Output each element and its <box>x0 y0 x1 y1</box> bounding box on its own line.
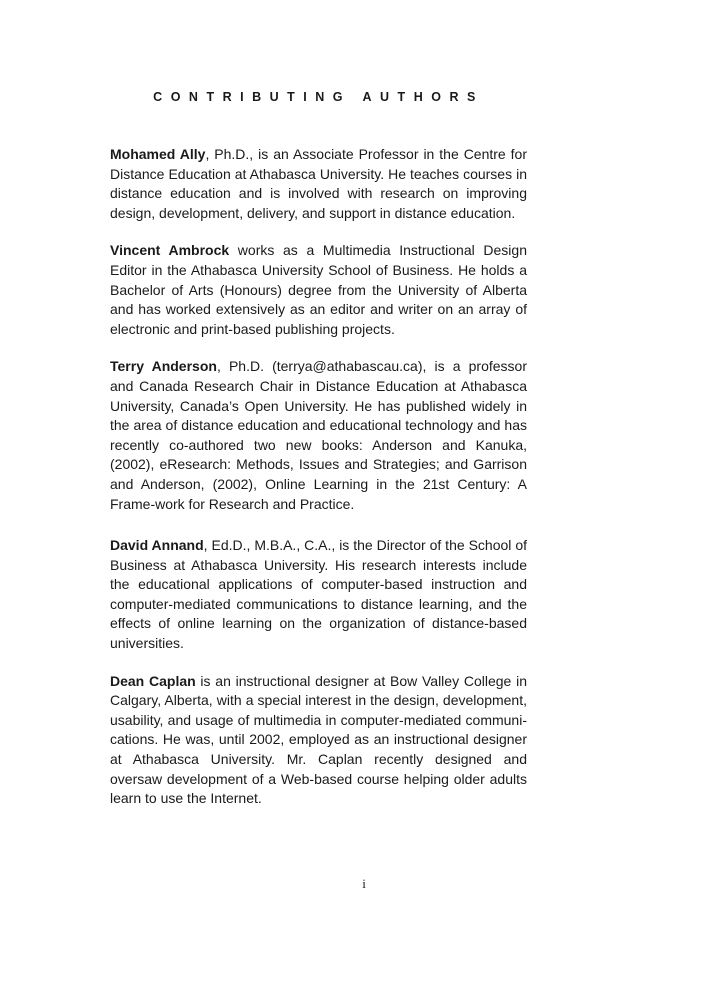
author-bio-text: , Ph.D. (terrya@athabascau.ca), is a professor and Canada Research Chair in Distance Education at Athabasca University, Canada’s Open University. He has published widely in the area of distance education and educational technology and has recently co-authored two new books: Anderson and Kanuka, (2002), eResearch: Methods, Issues and Strategies; and Garrison and Anderson, (2002), Online Learning in the 21st Century: A Frame-work for Research and Practice. <box>110 358 527 512</box>
page-title: CONTRIBUTING AUTHORS <box>153 90 484 104</box>
author-bio <box>110 672 527 809</box>
author-bio-text: is an instructional designer at Bow Valley College in Calgary, Alberta, with a special interest in the design, development, usability, and usage of multimedia in computer-mediated communi-cations. He was, until 2002, employed as an instructional designer at Athabasca University. Mr. Caplan recently designed and oversaw development of a Web-based course helping older adults learn to use the Internet. <box>110 672 527 807</box>
author-name: Mohamed Ally <box>110 146 206 162</box>
author-bio <box>110 357 527 514</box>
author-bio-text: , Ed.D., M.B.A., C.A., is the Director of the School of Business at Athabasca University. His research interests include the educational applications of computer-based instruction and computer-mediated communications to distance learning, and the effects of online learning on the organization of distance-based universities. <box>110 537 527 652</box>
author-bio <box>110 536 527 654</box>
author-name: Dean Caplan <box>110 672 196 689</box>
author-bio-text: , Ph.D., is an Associate Professor in the Centre for Distance Education at Athabasca University. He teaches courses in distance education and is involved with research on improving design, development, delivery, and support in distance education. <box>110 146 527 221</box>
author-name: David Annand <box>110 537 204 554</box>
page-number: i <box>362 876 366 891</box>
author-bio-list <box>110 145 527 809</box>
author-name: Vincent Ambrock <box>110 242 230 259</box>
author-bio <box>110 145 527 223</box>
author-bio-text: works as a Multimedia Instructional Design Editor in the Athabasca University School of Business. He holds a Bachelor of Arts (Honours) degree from the University of Alberta and has worked extensively as an editor and writer on an array of electronic and print-based publishing projects. <box>110 242 527 337</box>
author-bio <box>110 241 527 339</box>
author-name: Terry Anderson <box>110 358 217 375</box>
